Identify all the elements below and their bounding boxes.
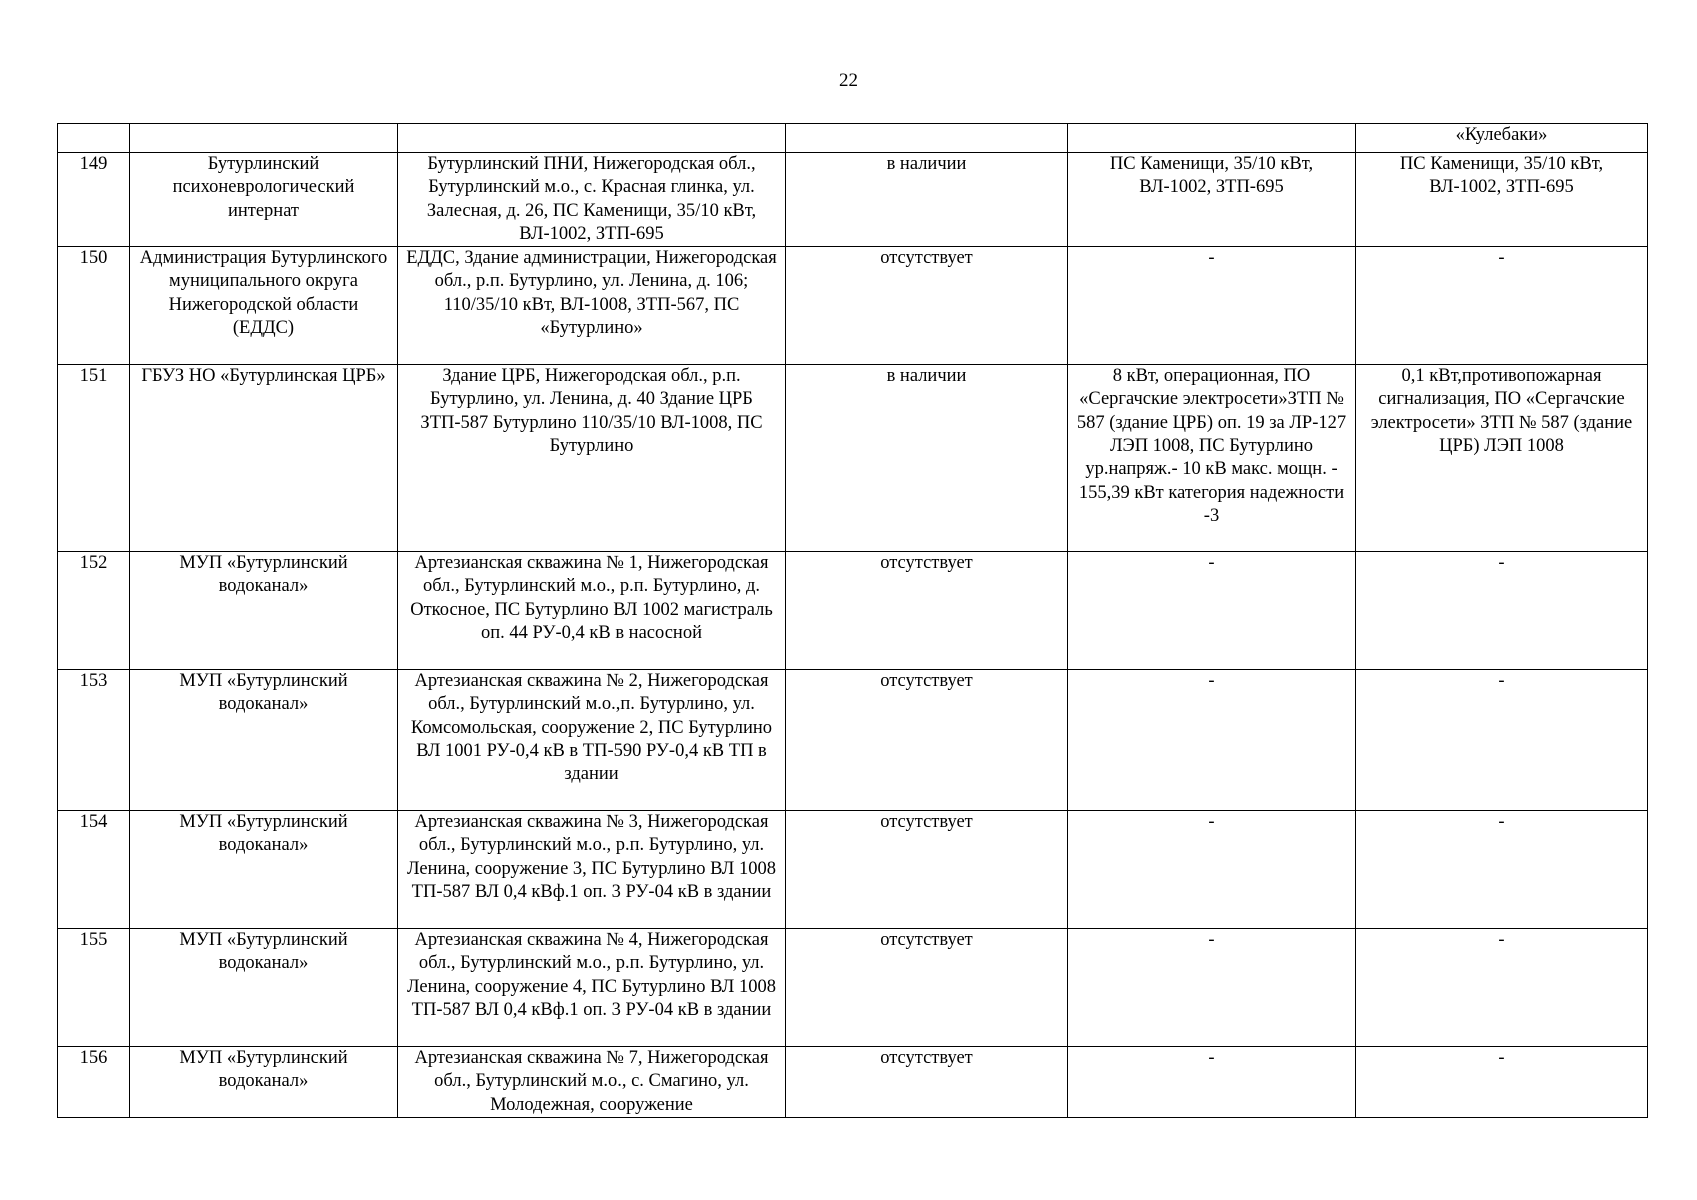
power-source-cell: ПС Каменищи, 35/10 кВт, ВЛ-1002, ЗТП-695 — [1068, 153, 1356, 247]
power-source-cell: - — [1068, 552, 1356, 670]
row-number-cell: 153 — [58, 670, 130, 811]
organization-cell: МУП «Бутурлинский водоканал» — [130, 1047, 398, 1118]
address-cell — [398, 124, 786, 153]
availability-cell — [786, 124, 1068, 153]
table-row — [58, 670, 1648, 811]
address-cell: Здание ЦРБ, Нижегородская обл., р.п. Бутурлино, ул. Ленина, д. 40 Здание ЦРБ ЗТП-587 Бутурлино 110/35/10 ВЛ-1008, ПС Бутурлино — [398, 365, 786, 552]
availability-cell: отсутствует — [786, 811, 1068, 929]
organization-cell: МУП «Бутурлинский водоканал» — [130, 552, 398, 670]
backup-source-cell: - — [1356, 929, 1648, 1047]
availability-cell: отсутствует — [786, 670, 1068, 811]
availability-cell: отсутствует — [786, 929, 1068, 1047]
address-cell: Артезианская скважина № 7, Нижегородская обл., Бутурлинский м.о., с. Смагино, ул. Молодежная, сооружение — [398, 1047, 786, 1118]
backup-source-cell: 0,1 кВт,противопожарная сигнализация, ПО «Сергачские электросети» ЗТП № 587 (здание ЦРБ) ЛЭП 1008 — [1356, 365, 1648, 552]
organization-cell: МУП «Бутурлинский водоканал» — [130, 670, 398, 811]
availability-cell: в наличии — [786, 153, 1068, 247]
backup-source-cell: - — [1356, 811, 1648, 929]
table-row — [58, 552, 1648, 670]
backup-source-cell: - — [1356, 247, 1648, 365]
backup-source-cell: - — [1356, 670, 1648, 811]
row-number-cell: 149 — [58, 153, 130, 247]
row-number-cell: 150 — [58, 247, 130, 365]
table-row — [58, 124, 1648, 153]
power-source-cell: 8 кВт, операционная, ПО «Сергачские электросети»ЗТП № 587 (здание ЦРБ) оп. 19 за ЛР-127 ЛЭП 1008, ПС Бутурлино ур.напряж.- 10 кВ макс. мощн. - 155,39 кВт категория надежности -3 — [1068, 365, 1356, 552]
address-cell: Артезианская скважина № 3, Нижегородская обл., Бутурлинский м.о., р.п. Бутурлино, ул. Ленина, сооружение 3, ПС Бутурлино ВЛ 1008 ТП-587 ВЛ 0,4 кВф.1 оп. 3 РУ-04 кВ в здании — [398, 811, 786, 929]
table-row — [58, 929, 1648, 1047]
power-source-cell: - — [1068, 811, 1356, 929]
address-cell: ЕДДС, Здание администрации, Нижегородская обл., р.п. Бутурлино, ул. Ленина, д. 106; 110/35/10 кВт, ВЛ-1008, ЗТП-567, ПС «Бутурлино» — [398, 247, 786, 365]
organization-cell: ГБУЗ НО «Бутурлинская ЦРБ» — [130, 365, 398, 552]
address-cell: Бутурлинский ПНИ, Нижегородская обл., Бутурлинский м.о., с. Красная глинка, ул. Залесная, д. 26, ПС Каменищи, 35/10 кВт, ВЛ-1002, ЗТП-695 — [398, 153, 786, 247]
power-source-cell: - — [1068, 1047, 1356, 1118]
power-source-cell — [1068, 124, 1356, 153]
availability-cell: отсутствует — [786, 247, 1068, 365]
backup-source-cell: ПС Каменищи, 35/10 кВт, ВЛ-1002, ЗТП-695 — [1356, 153, 1648, 247]
organization-cell: Администрация Бутурлинского муниципального округа Нижегородской области (ЕДДС) — [130, 247, 398, 365]
row-number-cell: 156 — [58, 1047, 130, 1118]
power-source-cell: - — [1068, 929, 1356, 1047]
availability-cell: в наличии — [786, 365, 1068, 552]
availability-cell: отсутствует — [786, 552, 1068, 670]
organization-cell: МУП «Бутурлинский водоканал» — [130, 929, 398, 1047]
table-row — [58, 247, 1648, 365]
organization-cell — [130, 124, 398, 153]
row-number-cell — [58, 124, 130, 153]
address-cell: Артезианская скважина № 1, Нижегородская обл., Бутурлинский м.о., р.п. Бутурлино, д. Откосное, ПС Бутурлино ВЛ 1002 магистраль оп. 44 РУ-0,4 кВ в насосной — [398, 552, 786, 670]
table-row — [58, 1047, 1648, 1118]
availability-cell: отсутствует — [786, 1047, 1068, 1118]
row-number-cell: 155 — [58, 929, 130, 1047]
table-row — [58, 153, 1648, 247]
backup-source-cell: - — [1356, 1047, 1648, 1118]
organization-cell: МУП «Бутурлинский водоканал» — [130, 811, 398, 929]
power-source-cell: - — [1068, 670, 1356, 811]
power-source-cell: - — [1068, 247, 1356, 365]
backup-source-cell: «Кулебаки» — [1356, 124, 1648, 153]
row-number-cell: 154 — [58, 811, 130, 929]
organization-cell: Бутурлинский психоневрологический интернат — [130, 153, 398, 247]
table-row — [58, 811, 1648, 929]
facilities-table — [57, 123, 1648, 1118]
row-number-cell: 151 — [58, 365, 130, 552]
backup-source-cell: - — [1356, 552, 1648, 670]
address-cell: Артезианская скважина № 2, Нижегородская обл., Бутурлинский м.о.,п. Бутурлино, ул. Комсомольская, сооружение 2, ПС Бутурлино ВЛ 1001 РУ-0,4 кВ в ТП-590 РУ-0,4 кВ ТП в здании — [398, 670, 786, 811]
address-cell: Артезианская скважина № 4, Нижегородская обл., Бутурлинский м.о., р.п. Бутурлино, ул. Ленина, сооружение 4, ПС Бутурлино ВЛ 1008 ТП-587 ВЛ 0,4 кВф.1 оп. 3 РУ-04 кВ в здании — [398, 929, 786, 1047]
row-number-cell: 152 — [58, 552, 130, 670]
table-row — [58, 365, 1648, 552]
page-number: 22 — [839, 70, 858, 91]
